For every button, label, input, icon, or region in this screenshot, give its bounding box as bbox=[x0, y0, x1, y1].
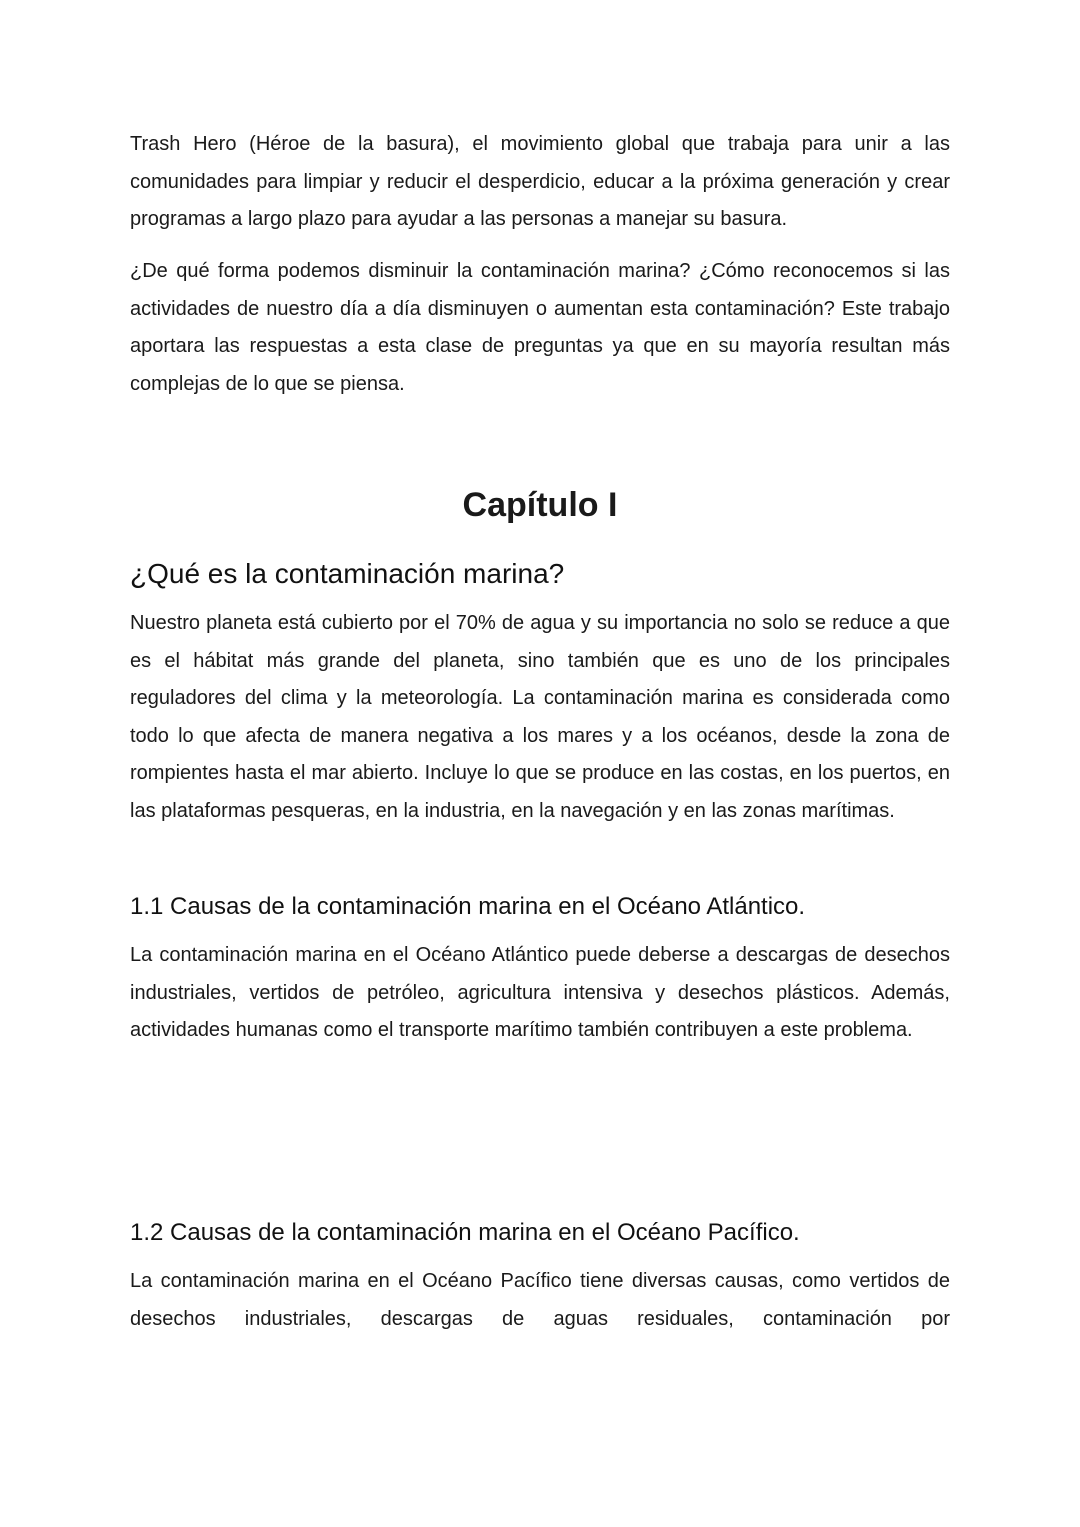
subsection-title-pacific: 1.2 Causas de la contaminación marina en el Océano Pacífico. bbox=[130, 1219, 800, 1246]
section-paragraph: Nuestro planeta está cubierto por el 70% de agua y su importancia no solo se reduce a que es el hábitat más grande del planeta, sino también que es uno de los principales reguladores del clima y la meteorología. La contaminación marina es considerada como todo lo que afecta de manera negativa a los mares y a los océanos, desde la zona de rompientes hasta el mar abierto. Incluye lo que se produce en las costas, en los puertos, en las plataformas pesqueras, en la industria, en la navegación y en las zonas marítimas. bbox=[130, 612, 950, 822]
subsection-title-atlantic: 1.1 Causas de la contaminación marina en el Océano Atlántico. bbox=[130, 893, 806, 920]
intro-paragraph-1: Trash Hero (Héroe de la basura), el movimiento global que trabaja para unir a las comunidades para limpiar y reducir el desperdicio, educar a la próxima generación y crear programas a largo plazo para ayudar a las personas a manejar su basura. bbox=[130, 133, 950, 231]
subsection-paragraph-atlantic: La contaminación marina en el Océano Atlántico puede deberse a descargas de desechos industriales, vertidos de petróleo, agricultura intensiva y desechos plásticos. Además, actividades humanas como el transporte marítimo también contribuyen a este problema. bbox=[130, 944, 950, 1042]
subsection-paragraph-pacific: La contaminación marina en el Océano Pacífico tiene diversas causas, como vertidos de desechos industriales, descargas de aguas residuales, contaminación por bbox=[130, 1270, 950, 1330]
chapter-title: Capítulo I bbox=[462, 486, 618, 524]
section-title: ¿Qué es la contaminación marina? bbox=[130, 558, 565, 589]
intro-paragraph-2: ¿De qué forma podemos disminuir la contaminación marina? ¿Cómo reconocemos si las actividades de nuestro día a día disminuyen o aumentan esta contaminación? Este trabajo aportara las respuestas a esta clase de preguntas ya que en su mayoría resultan más complejas de lo que se piensa. bbox=[130, 260, 950, 395]
